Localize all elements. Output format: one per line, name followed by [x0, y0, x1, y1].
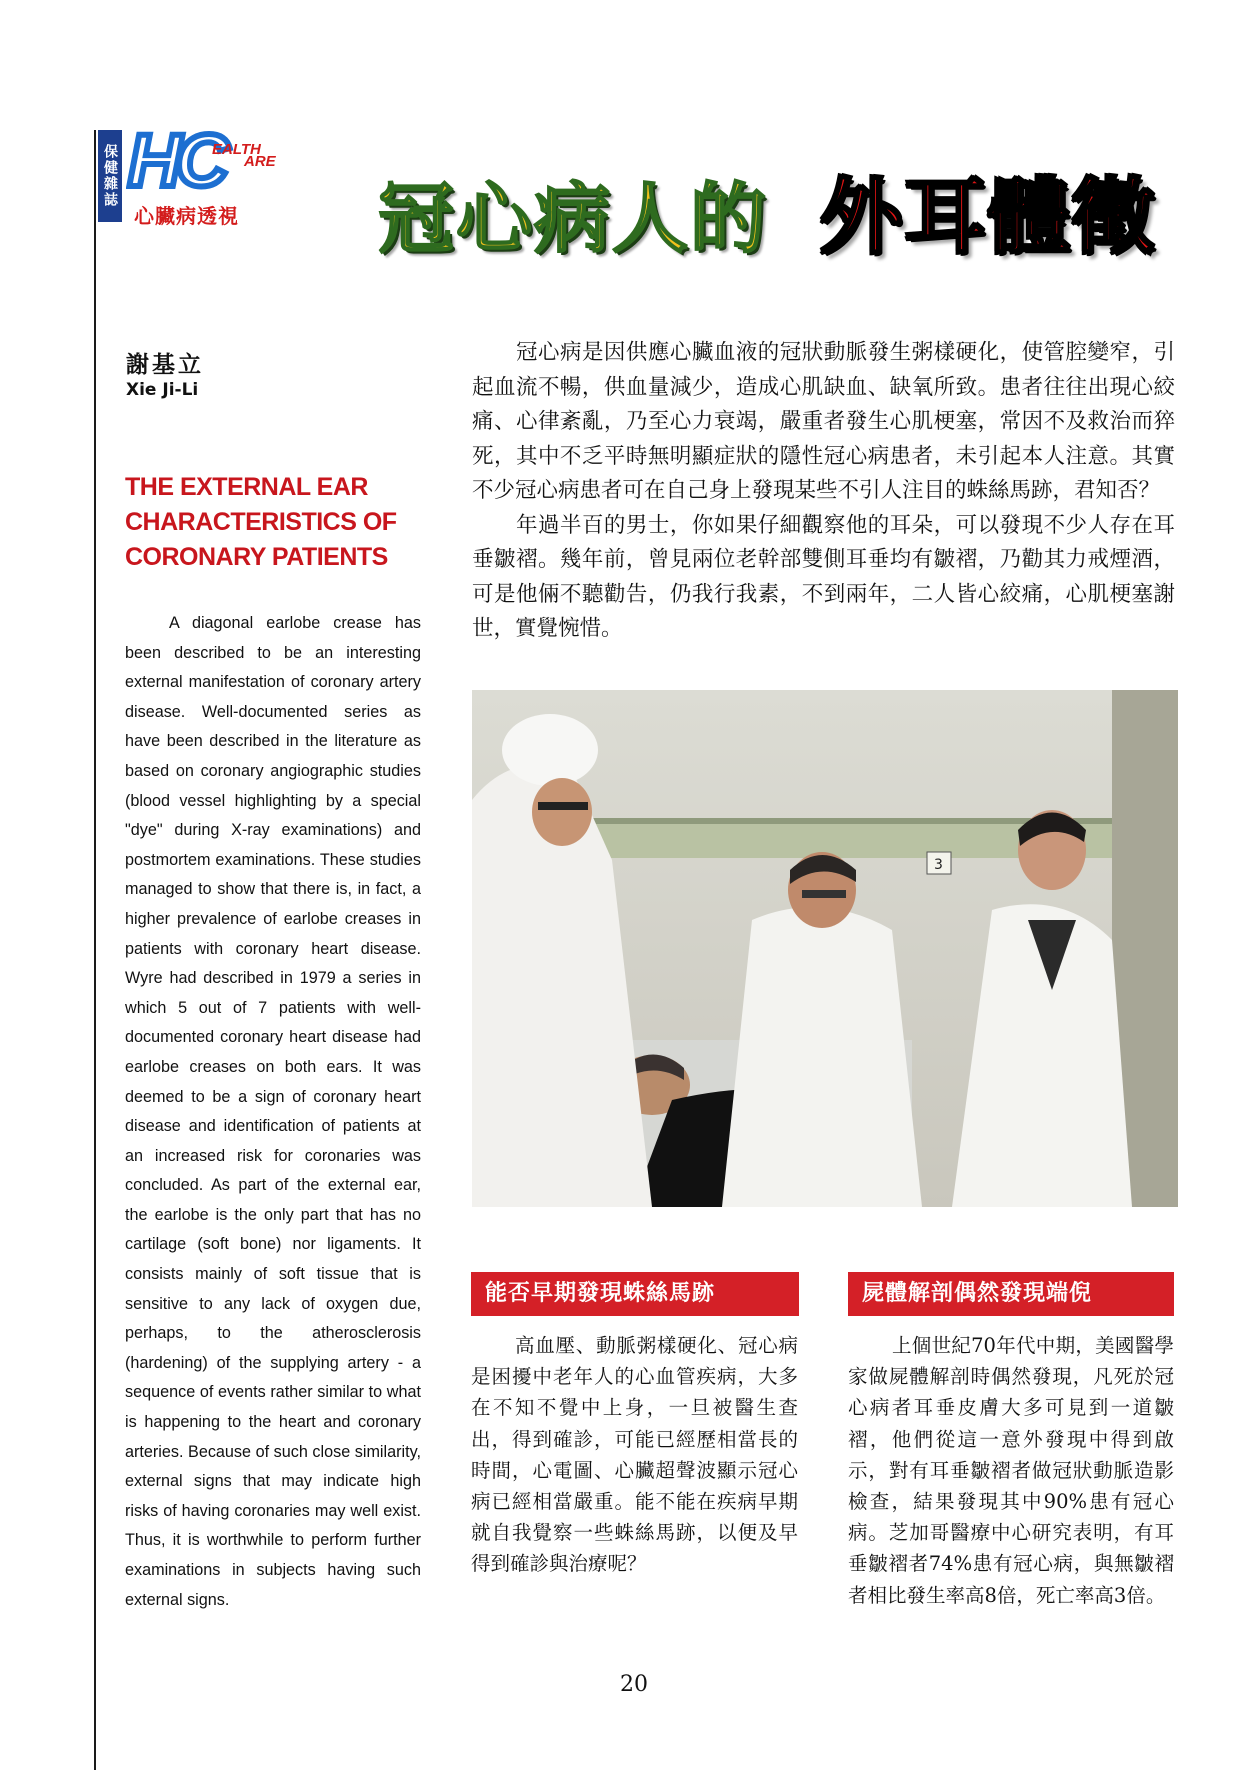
photo-illustration — [472, 690, 1178, 1207]
section-body-autopsy: 上個世紀70年代中期，美國醫學家做屍體解剖時偶然發現，凡死於冠心病者耳垂皮膚大多可見到一道皺褶，他們從這一意外發現中得到啟示，對有耳垂皺褶者做冠狀動脈造影檢查，結果發現其中90%患有冠心病。芝加哥醫療中心研究表明，有耳垂皺褶者74%患有冠心病，與無皺褶者相比發生率高8倍，死亡率高3倍。 — [848, 1334, 1174, 1607]
intro-paragraph-1: 冠心病是因供應心臟血液的冠狀動脈發生粥樣硬化，使管腔變窄，引起血流不暢，供血量減少，造成心肌缺血、缺氧所致。患者往往出現心絞痛、心律紊亂，乃至心力衰竭，嚴重者發生心肌梗塞，常因不及救治而猝死，其中不乏平時無明顯症狀的隱性冠心病患者，未引起本人注意。其實不少冠心病患者可在自己身上發現某些不引人注目的蛛絲馬跡，君知否？ — [472, 340, 1175, 503]
column-name: 心臟病透視 — [134, 204, 239, 228]
section-heading-early-detection: 能否早期發現蛛絲馬跡 — [471, 1272, 799, 1316]
intro-paragraph-2: 年過半百的男士，你如果仔細觀察他的耳朵，可以發現不少人存在耳垂皺褶。幾年前，曾見兩位老幹部雙側耳垂均有皺褶，乃勸其力戒煙酒，可是他倆不聽勸告，仍我行我素，不到兩年，二人皆心絞痛，心肌梗塞謝世，實覺惋惜。 — [472, 512, 1175, 641]
title-part-1: 冠心病人的 — [378, 174, 768, 263]
magazine-vertical-tab: 保健雜誌 — [98, 130, 122, 222]
section-body-early-detection: 高血壓、動脈粥樣硬化、冠心病是困擾中老年人的心血管疾病，大多在不知不覺中上身，一旦被醫生查出，得到確診，可能已經歷相當長的時間，心電圖、心臟超聲波顯示冠心病已經相當嚴重。能不能在疾病早期就自我覺察一些蛛絲馬跡，以便及早得到確診與治療呢？ — [471, 1334, 798, 1576]
page-number: 20 — [620, 1672, 648, 1697]
logo-word-1: EALTH — [212, 141, 261, 158]
chinese-introduction — [472, 336, 1175, 647]
author-name-english: Xie Ji-Li — [126, 380, 199, 400]
english-title: THE EXTERNAL EAR CHARACTERISTICS OF CORONARY PATIENTS — [125, 473, 397, 571]
logo-letters: HC — [128, 120, 223, 200]
bed-number: 3 — [934, 857, 943, 873]
healthcare-logo — [126, 120, 296, 200]
english-abstract: A diagonal earlobe crease has been described to be an interesting external manifestation of coronary artery disease. Well-documented series as have been described in the literature as based on coronary angiographic studies (blood vessel highlighting by a special "dye" during X-ray examinations) and postmortem examinations. These studies managed to show that there is, in fact, a higher prevalence of earlobe creases in patients with coronary heart disease. Wyre had described in 1979 a series in which 5 out of 7 patients with well-documented coronary heart disease had earlobe creases on both ears. It was deemed to be a sign of coronary heart disease and identification of patients at an increased risk for coronaries was concluded. As part of the external ear, the earlobe is the only part that has no cartilage (soft bone) nor ligaments. It consists mainly of soft tissue that is sensitive to any lack of oxygen due, perhaps, to the atherosclerosis (hardening) of the supplying artery - a sequence of events rather similar to what is happening to the heart and coronary arteries. Because of such close similarity, external signs that may indicate high risks of having coronaries may well exist. Thus, it is worthwhile to perform further examinations in subjects having such external signs. — [125, 614, 421, 1609]
logo-word-2: ARE — [244, 153, 276, 170]
author-name-chinese: 謝基立 — [126, 352, 204, 378]
hospital-photo — [472, 690, 1178, 1207]
section-heading-autopsy: 屍體解剖偶然發現端倪 — [848, 1272, 1174, 1316]
title-part-2: 外耳體徵 — [820, 169, 1157, 265]
margin-rule — [94, 130, 96, 1770]
